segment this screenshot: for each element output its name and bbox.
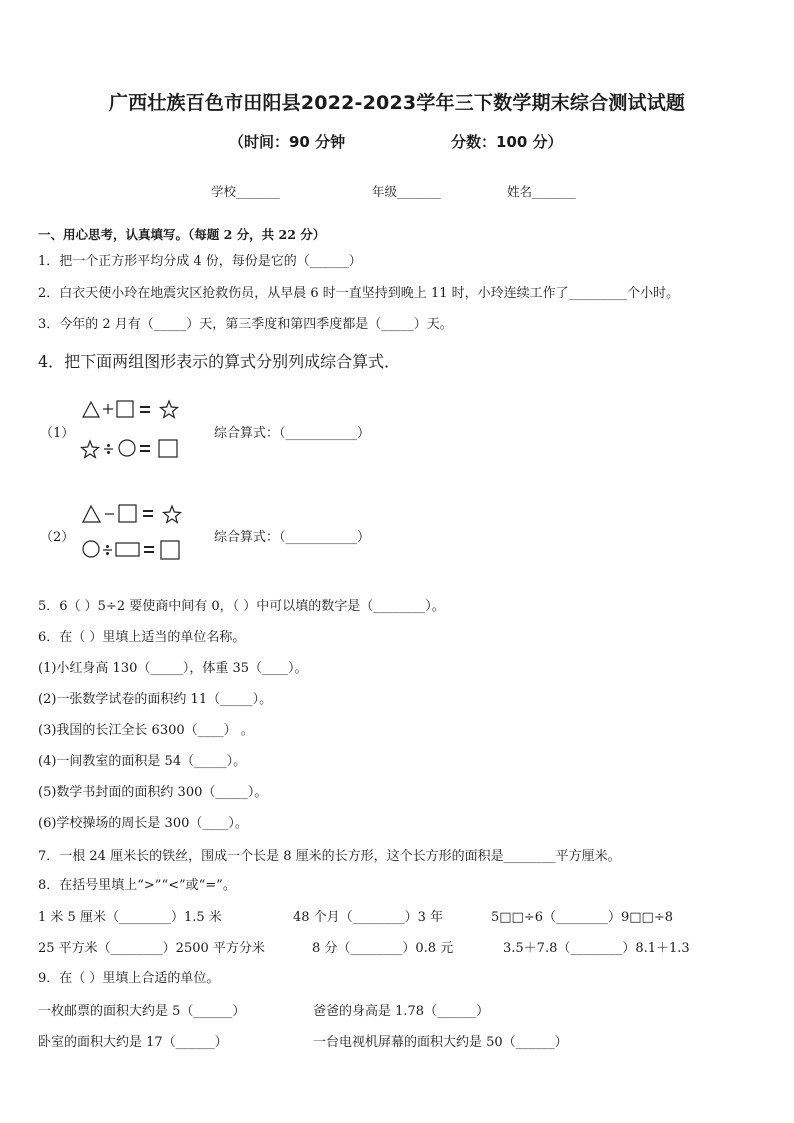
exam-time: （时间：90 分钟 [229,133,346,151]
triangle-icon [83,506,100,522]
question-9: 9．在（ ）里填上合适的单位。 [38,971,220,986]
question-9-item: 一台电视机屏幕的面积大约是 50（______） [313,1035,568,1050]
square-icon [117,401,133,417]
question-6-3: (3)我国的长江全长 6300（____） 。 [38,723,254,738]
question-8-item: 5□□÷6（________）9□□÷8 [491,910,674,925]
question-8-item: 48 个月（________）3 年 [293,910,444,925]
star-icon [161,401,178,418]
square-icon [161,541,179,559]
q4-shape-equations-1 [80,397,186,461]
school-field: 学校_______ [211,184,280,199]
question-6-5: (5)数学书封面的面积约 300（_____）。 [38,785,268,800]
question-6-4: (4)一间教室的面积是 54（_____）。 [38,754,247,769]
circle-icon [83,541,99,557]
q4-formula-2: 综合算式：（___________） [214,530,371,545]
grade-field: 年级_______ [372,184,441,199]
triangle-icon [83,402,99,417]
question-9-item: 爸爸的身高是 1.78（______） [313,1004,490,1019]
question-8-item: 8 分（________）0.8 元 [312,941,454,956]
question-6-1: (1)小红身高 130（_____），体重 35（____）。 [38,661,308,676]
divide-icon [103,546,112,555]
q4-part1-label: （1） [40,426,75,441]
question-7: 7．一根 24 厘米长的铁丝，围成一个长是 8 厘米的长方形，这个长方形的面积是________平方厘米。 [38,849,621,864]
section-heading: 一、用心思考，认真填写。（每题 2 分，共 22 分） [38,227,326,242]
question-2: 2．白衣天使小玲在地震灾区抢救伤员，从早晨 6 时一直坚持到晚上 11 时，小玲连续工作了_________个小时。 [38,286,680,301]
page-title: 广西壮族百色市田阳县2022-2023学年三下数学期末综合测试试题 [108,92,686,114]
question-3: 3．今年的 2 月有（_____）天，第三季度和第四季度都是（_____）天。 [38,317,453,332]
q4-part2-label: （2） [40,530,75,545]
question-6: 6．在（ ）里填上适当的单位名称。 [38,630,246,645]
name-field: 姓名_______ [507,184,576,199]
star-icon [164,506,181,523]
question-8-item: 3.5＋7.8（________）8.1＋1.3 [503,941,690,956]
circle-icon [119,440,135,456]
question-8: 8．在括号里填上“>”“<”或“=”。 [38,878,236,893]
question-8-item: 25 平方米（________）2500 平方分米 [38,941,265,956]
question-5: 5．6（ ）5÷2 要使商中间有 0，（ ）中可以填的数字是（________）。 [38,599,445,614]
question-8-item: 1 米 5 厘米（________）1.5 米 [38,910,222,925]
q4-shape-equations-2 [80,501,186,565]
question-4: 4．把下面两组图形表示的算式分别列成综合算式． [38,352,401,371]
question-1: 1．把一个正方形平均分成 4 份，每份是它的（______） [38,254,362,269]
square-icon [159,440,177,457]
rectangle-icon [116,543,139,556]
square-icon [119,505,136,522]
question-6-6: (6)学校操场的周长是 300（____）。 [38,816,248,831]
star-icon [82,441,99,458]
question-9-item: 一枚邮票的面积大约是 5（______） [38,1004,246,1019]
question-9-item: 卧室的面积大约是 17（______） [38,1035,228,1050]
q4-formula-1: 综合算式：（___________） [214,426,371,441]
question-6-2: (2)一张数学试卷的面积约 11（_____）。 [38,692,273,707]
exam-score: 分数：100 分） [451,133,563,151]
divide-icon [104,445,113,454]
